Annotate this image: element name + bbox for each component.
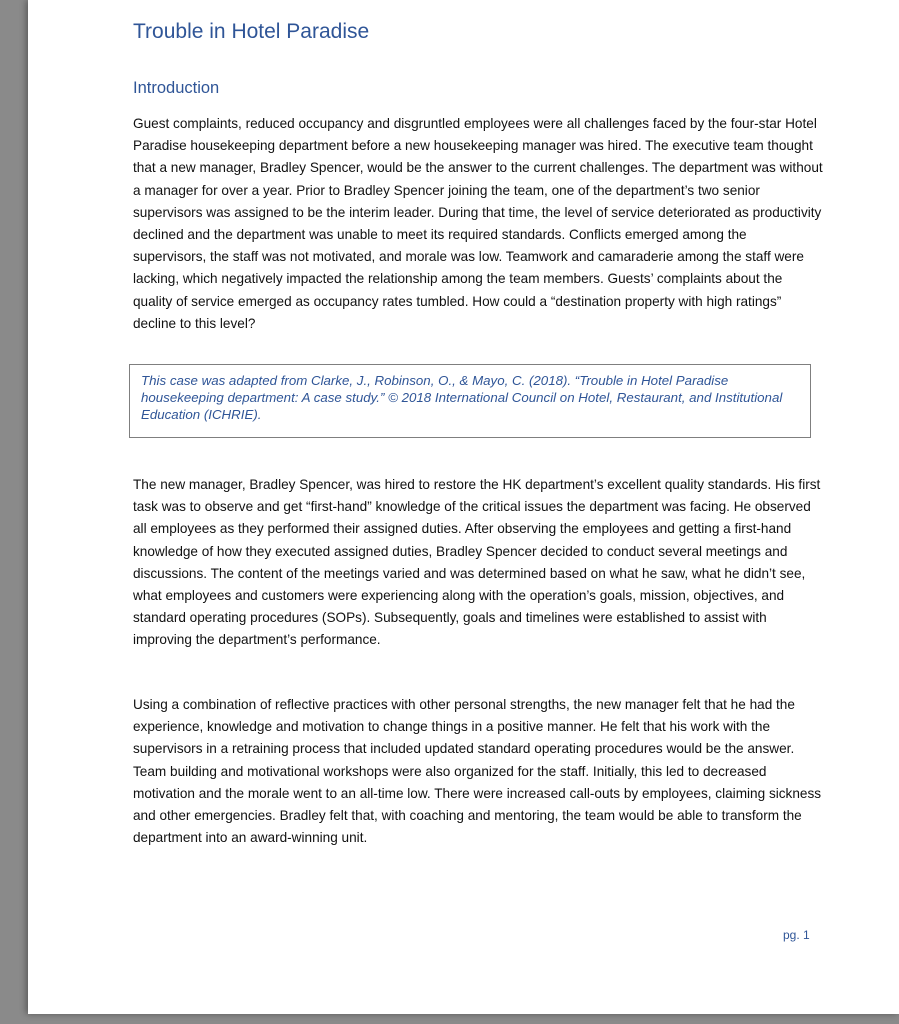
paragraph-new-manager: The new manager, Bradley Spencer, was hired to restore the HK department’s excellent quality standards. His first task was to observe and get “first-hand” knowledge of the critical issues the department was facing. He observed all employees as they performed their assigned duties. After observing the employees and getting a first-hand knowledge of how they executed assigned duties, Bradley Spencer decided to conduct several meetings and discussions. The content of the meetings varied and was determined based on what he saw, what he didn’t see, what employees and customers were experiencing along with the operation’s goals, mission, objectives, and standard operating procedures (SOPs). Subsequently, goals and timelines were established to assist with improving the department’s performance.: [133, 477, 821, 648]
paragraph-intro: Guest complaints, reduced occupancy and disgruntled employees were all challenges faced by the four-star Hotel Paradise housekeeping department before a new housekeeping manager was hired. The executive team thought that a new manager, Bradley Spencer, would be the answer to the current challenges. The department was without a manager for over a year. Prior to Bradley Spencer joining the team, one of the department’s two senior supervisors was assigned to be the interim leader. During that time, the level of service deteriorated as productivity declined and the department was unable to meet its required standards. Conflicts emerged among the supervisors, the staff was not motivated, and morale was low. Teamwork and camaraderie among the staff were lacking, which negatively impacted the relationship among the team members. Guests’ complaints about the quality of service emerged as occupancy rates tumbled. How could a “destination property with high ratings” decline to this level?: [133, 116, 823, 331]
page-number: pg. 1: [783, 928, 810, 942]
section-heading: Introduction: [133, 79, 220, 97]
citation-note-text: This case was adapted from Clarke, J., Robinson, O., & Mayo, C. (2018). “Trouble in Hotel Paradise housekeeping department: A case study.” © 2018 International Council on Hotel, Restaurant, and Institutional Education (ICHRIE).: [141, 373, 783, 422]
document-title: Trouble in Hotel Paradise: [133, 20, 370, 43]
document-page: [28, 0, 899, 1014]
citation-note-box: [129, 364, 811, 438]
paragraph-reflective-practices: Using a combination of reflective practices with other personal strengths, the new manager felt that he had the experience, knowledge and motivation to change things in a positive manner. He felt that his work with the supervisors in a retraining process that included updated standard operating procedures would be the answer. Team building and motivational workshops were also organized for the staff. Initially, this led to decreased motivation and the morale went to an all-time low. There were increased call-outs by employees, claiming sickness and other emergencies. Bradley felt that, with coaching and mentoring, the team would be able to transform the department into an award-winning unit.: [133, 697, 822, 846]
